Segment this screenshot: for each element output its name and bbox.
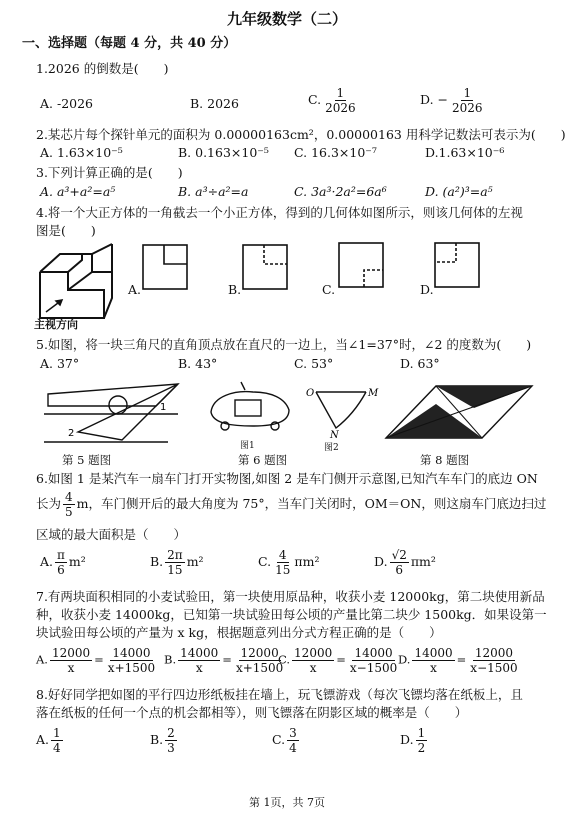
question-3-stem: 3.下列计算正确的是( )	[36, 165, 183, 180]
angle-2-label: 2	[68, 428, 75, 439]
angle-1-label: 1	[160, 402, 167, 413]
q5-option-c: C. 53°	[294, 356, 334, 371]
figure-8-parallelogram	[384, 384, 534, 440]
question-8-line2: 落在纸板的任何一个点的机会都相等），则飞镖落在阴影区域的概率是（ ）	[36, 705, 468, 720]
question-4-stem: 4.将一个大正方体的一角截去一个小正方体，得到的几何体如图所示，则该几何体的左视	[36, 205, 523, 220]
q4-option-d-view	[434, 242, 480, 288]
figure-6-sub1: 图1	[240, 441, 255, 451]
q1-option-b: B. 2026	[190, 96, 239, 111]
q8-option-c: C. $\frac{3}{4}$	[272, 726, 297, 755]
view-direction-label: 主视方向	[34, 318, 78, 331]
question-1-stem: 1.2026 的倒数是( )	[36, 61, 169, 76]
question-5-stem: 5.如图，将一块三角尺的直角顶点放在直尺的一边上，当∠1=37°时，∠2 的度数为( )	[36, 337, 532, 352]
q4-option-d-label: D.	[420, 282, 434, 297]
q3-option-d: D. (a²)³=a⁵	[425, 184, 493, 199]
page-footer: 第 1页，共 7页	[249, 796, 325, 809]
q2-option-d: D.1.63×10⁻⁶	[425, 145, 505, 160]
q7-option-d: D. $\frac{14000}{x}$ = $\frac{12000}{x-1500}$	[398, 646, 518, 675]
point-o-label: O	[306, 388, 315, 399]
q4-option-a-view	[142, 244, 188, 290]
q2-option-c: C. 16.3×10⁻⁷	[294, 145, 377, 160]
question-7-line1: 7.有两块面积相同的小麦试验田，第一块使用原品种，收获小麦 12000kg，第二块使用新品	[36, 589, 545, 604]
q8-option-d: D. $\frac{1}{2}$	[400, 726, 426, 755]
figure-6-car	[205, 382, 295, 438]
q5-option-b: B. 43°	[178, 356, 218, 371]
figure-5-ruler-triangle	[38, 378, 188, 448]
question-7-line3: 块试验田每公顷的产量为 x kg，根据题意列出分式方程正确的是（ ）	[36, 625, 442, 640]
figure-6-door-sector	[306, 386, 379, 441]
figure-5-caption: 第 5 题图	[62, 453, 112, 467]
question-6-line1: 6.如图 1 是某汽车一扇车门打开实物图,如图 2 是车门侧开示意图,已知汽车车门的底边 ON	[36, 471, 538, 486]
q7-option-b: B. $\frac{14000}{x}$ = $\frac{12000}{x+1500}$	[164, 646, 284, 675]
q8-option-b: B. $\frac{2}{3}$	[150, 726, 175, 755]
q3-option-a: A. a³+a²=a⁵	[40, 184, 116, 199]
q6-option-b: B. $\frac{2\pi}{15}$ m²	[150, 548, 204, 577]
question-6-line2: 长为 $\frac{4}{5}$ m，车门侧开后的最大角度为 75°，当车门关闭时，OM＝ON，则这扇车门底边扫过	[36, 490, 547, 519]
q3-option-c: C. 3a³·2a²=6a⁶	[294, 184, 387, 199]
q1-option-c: C. $\frac{1}{2026}$	[308, 86, 356, 115]
q8-option-a: A. $\frac{1}{4}$	[36, 726, 61, 755]
q7-option-c: C. $\frac{12000}{x}$ = $\frac{14000}{x-1500}$	[278, 646, 398, 675]
point-n-label: N	[330, 430, 339, 441]
question-6-line3: 区域的最大面积是（ ）	[36, 527, 187, 542]
q6-option-d: D. $\frac{√2}{6}$ πm²	[374, 548, 436, 577]
q4-cube-figure	[32, 242, 118, 322]
q5-option-d: D. 63°	[400, 356, 440, 371]
figure-6-sub2: 图2	[324, 443, 339, 453]
q3-option-b: B. a³÷a²=a	[178, 184, 249, 199]
point-m-label: M	[368, 388, 379, 399]
question-2-stem: 2.某芯片每个探针单元的面积为 0.00000163cm²，0.00000163 用科学记数法可表示为( )	[36, 127, 566, 142]
q4-option-b-label: B.	[228, 282, 242, 297]
q1-option-d: D. − $\frac{1}{2026}$	[420, 86, 483, 115]
figure-8-caption: 第 8 题图	[420, 453, 470, 467]
question-8-line1: 8.好好同学把如图的平行四边形纸板挂在墙上，玩飞镖游戏（每次飞镖均落在纸板上，且	[36, 687, 523, 702]
q1-option-a: A. -2026	[40, 96, 94, 111]
q5-option-a: A. 37°	[40, 356, 80, 371]
question-4-stem-cont: 图是( )	[36, 223, 96, 238]
question-7-line2: 种，收获小麦 14000kg，已知第一块试验田每公顷的产量比第二块少 1500kg．如果设第一	[36, 607, 547, 622]
page-title: 九年级数学（二）	[226, 10, 347, 28]
q6-option-c: C. $\frac{4}{15}$ πm²	[258, 548, 320, 577]
section-heading: 一、选择题（每题 4 分，共 40 分）	[22, 36, 237, 51]
q4-option-c-label: C.	[322, 282, 336, 297]
q4-option-b-view	[242, 244, 288, 290]
q2-option-a: A. 1.63×10⁻⁵	[40, 145, 123, 160]
q7-option-a: A. $\frac{12000}{x}$ = $\frac{14000}{x+1500}$	[36, 646, 156, 675]
q2-option-b: B. 0.163×10⁻⁵	[178, 145, 269, 160]
q4-option-a-label: A.	[128, 282, 142, 297]
figure-6-caption: 第 6 题图	[238, 453, 288, 467]
q4-option-c-view	[338, 242, 384, 288]
q6-option-a: A. $\frac{\pi}{6}$ m²	[40, 548, 86, 577]
